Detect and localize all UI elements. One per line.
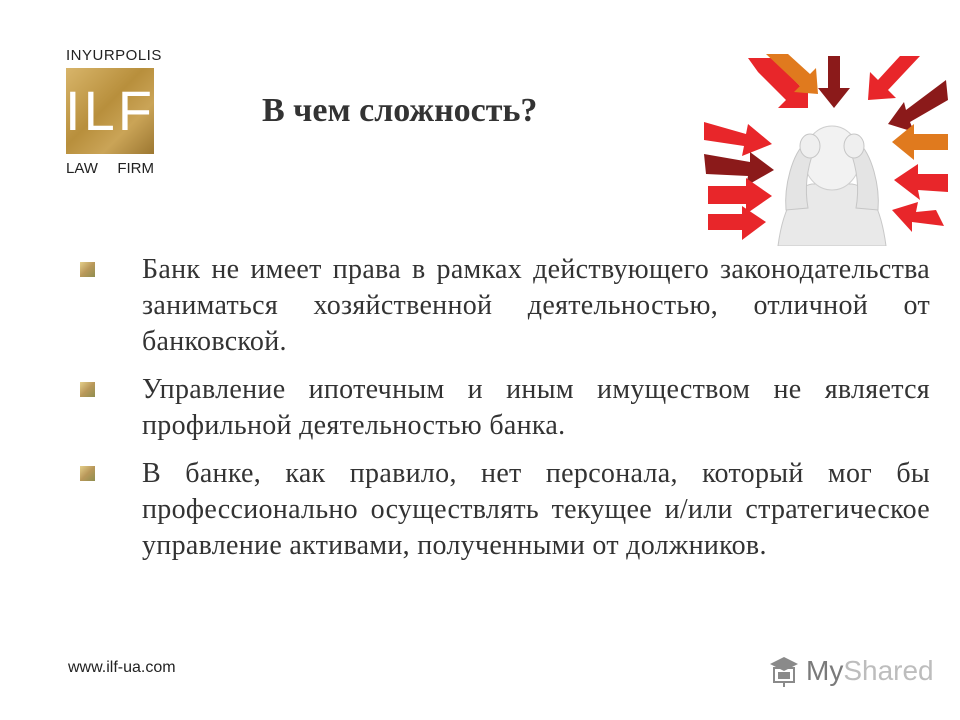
bullet-marker-icon [80, 466, 95, 481]
arrow [818, 56, 850, 108]
arrow [708, 178, 772, 214]
bullet-marker-icon [80, 262, 95, 277]
bullet-item [80, 372, 930, 444]
bullet-text: В банке, как правило, нет персонала, который мог бы профессионально осуществлять текущее и/или стратегическое управление активами, полученными от должников. [142, 458, 930, 561]
company-logo [65, 47, 162, 177]
bullet-text: Банк не имеет права в рамках действующего законодательства заниматься хозяйственной деятельностью, отличной от банковской. [142, 254, 930, 357]
arrow [708, 206, 766, 240]
logo-bottom [66, 160, 154, 177]
arrow [704, 122, 772, 156]
arrow [892, 202, 944, 232]
arrow [894, 164, 948, 200]
bullet-marker-icon [80, 382, 95, 397]
arrow [888, 80, 948, 132]
bullet-list [80, 252, 930, 576]
logo-top-text: INYURPOLIS [66, 47, 162, 64]
bullet-text: Управление ипотечным и иным имуществом не является профильной деятельностью банка. [142, 374, 930, 441]
logo-bottom-left: LAW [66, 160, 98, 177]
stress-illustration [700, 50, 950, 246]
mortarboard-icon [768, 654, 800, 688]
arrow [704, 152, 774, 186]
bullet-item [80, 456, 930, 564]
watermark-my: My [806, 655, 844, 686]
arrow [892, 124, 948, 160]
person-figure [778, 126, 886, 246]
watermark-shared: Shared [843, 655, 934, 686]
logo-bottom-right: FIRM [117, 160, 154, 177]
arrow [868, 56, 920, 100]
logo-mark [66, 68, 154, 154]
bullet-item [80, 252, 930, 360]
myshared-watermark [768, 654, 934, 688]
logo-mark-text: ILF [65, 79, 155, 142]
website-url[interactable]: www.ilf-ua.com [68, 659, 176, 676]
slide-title: В чем сложность? [262, 92, 538, 129]
